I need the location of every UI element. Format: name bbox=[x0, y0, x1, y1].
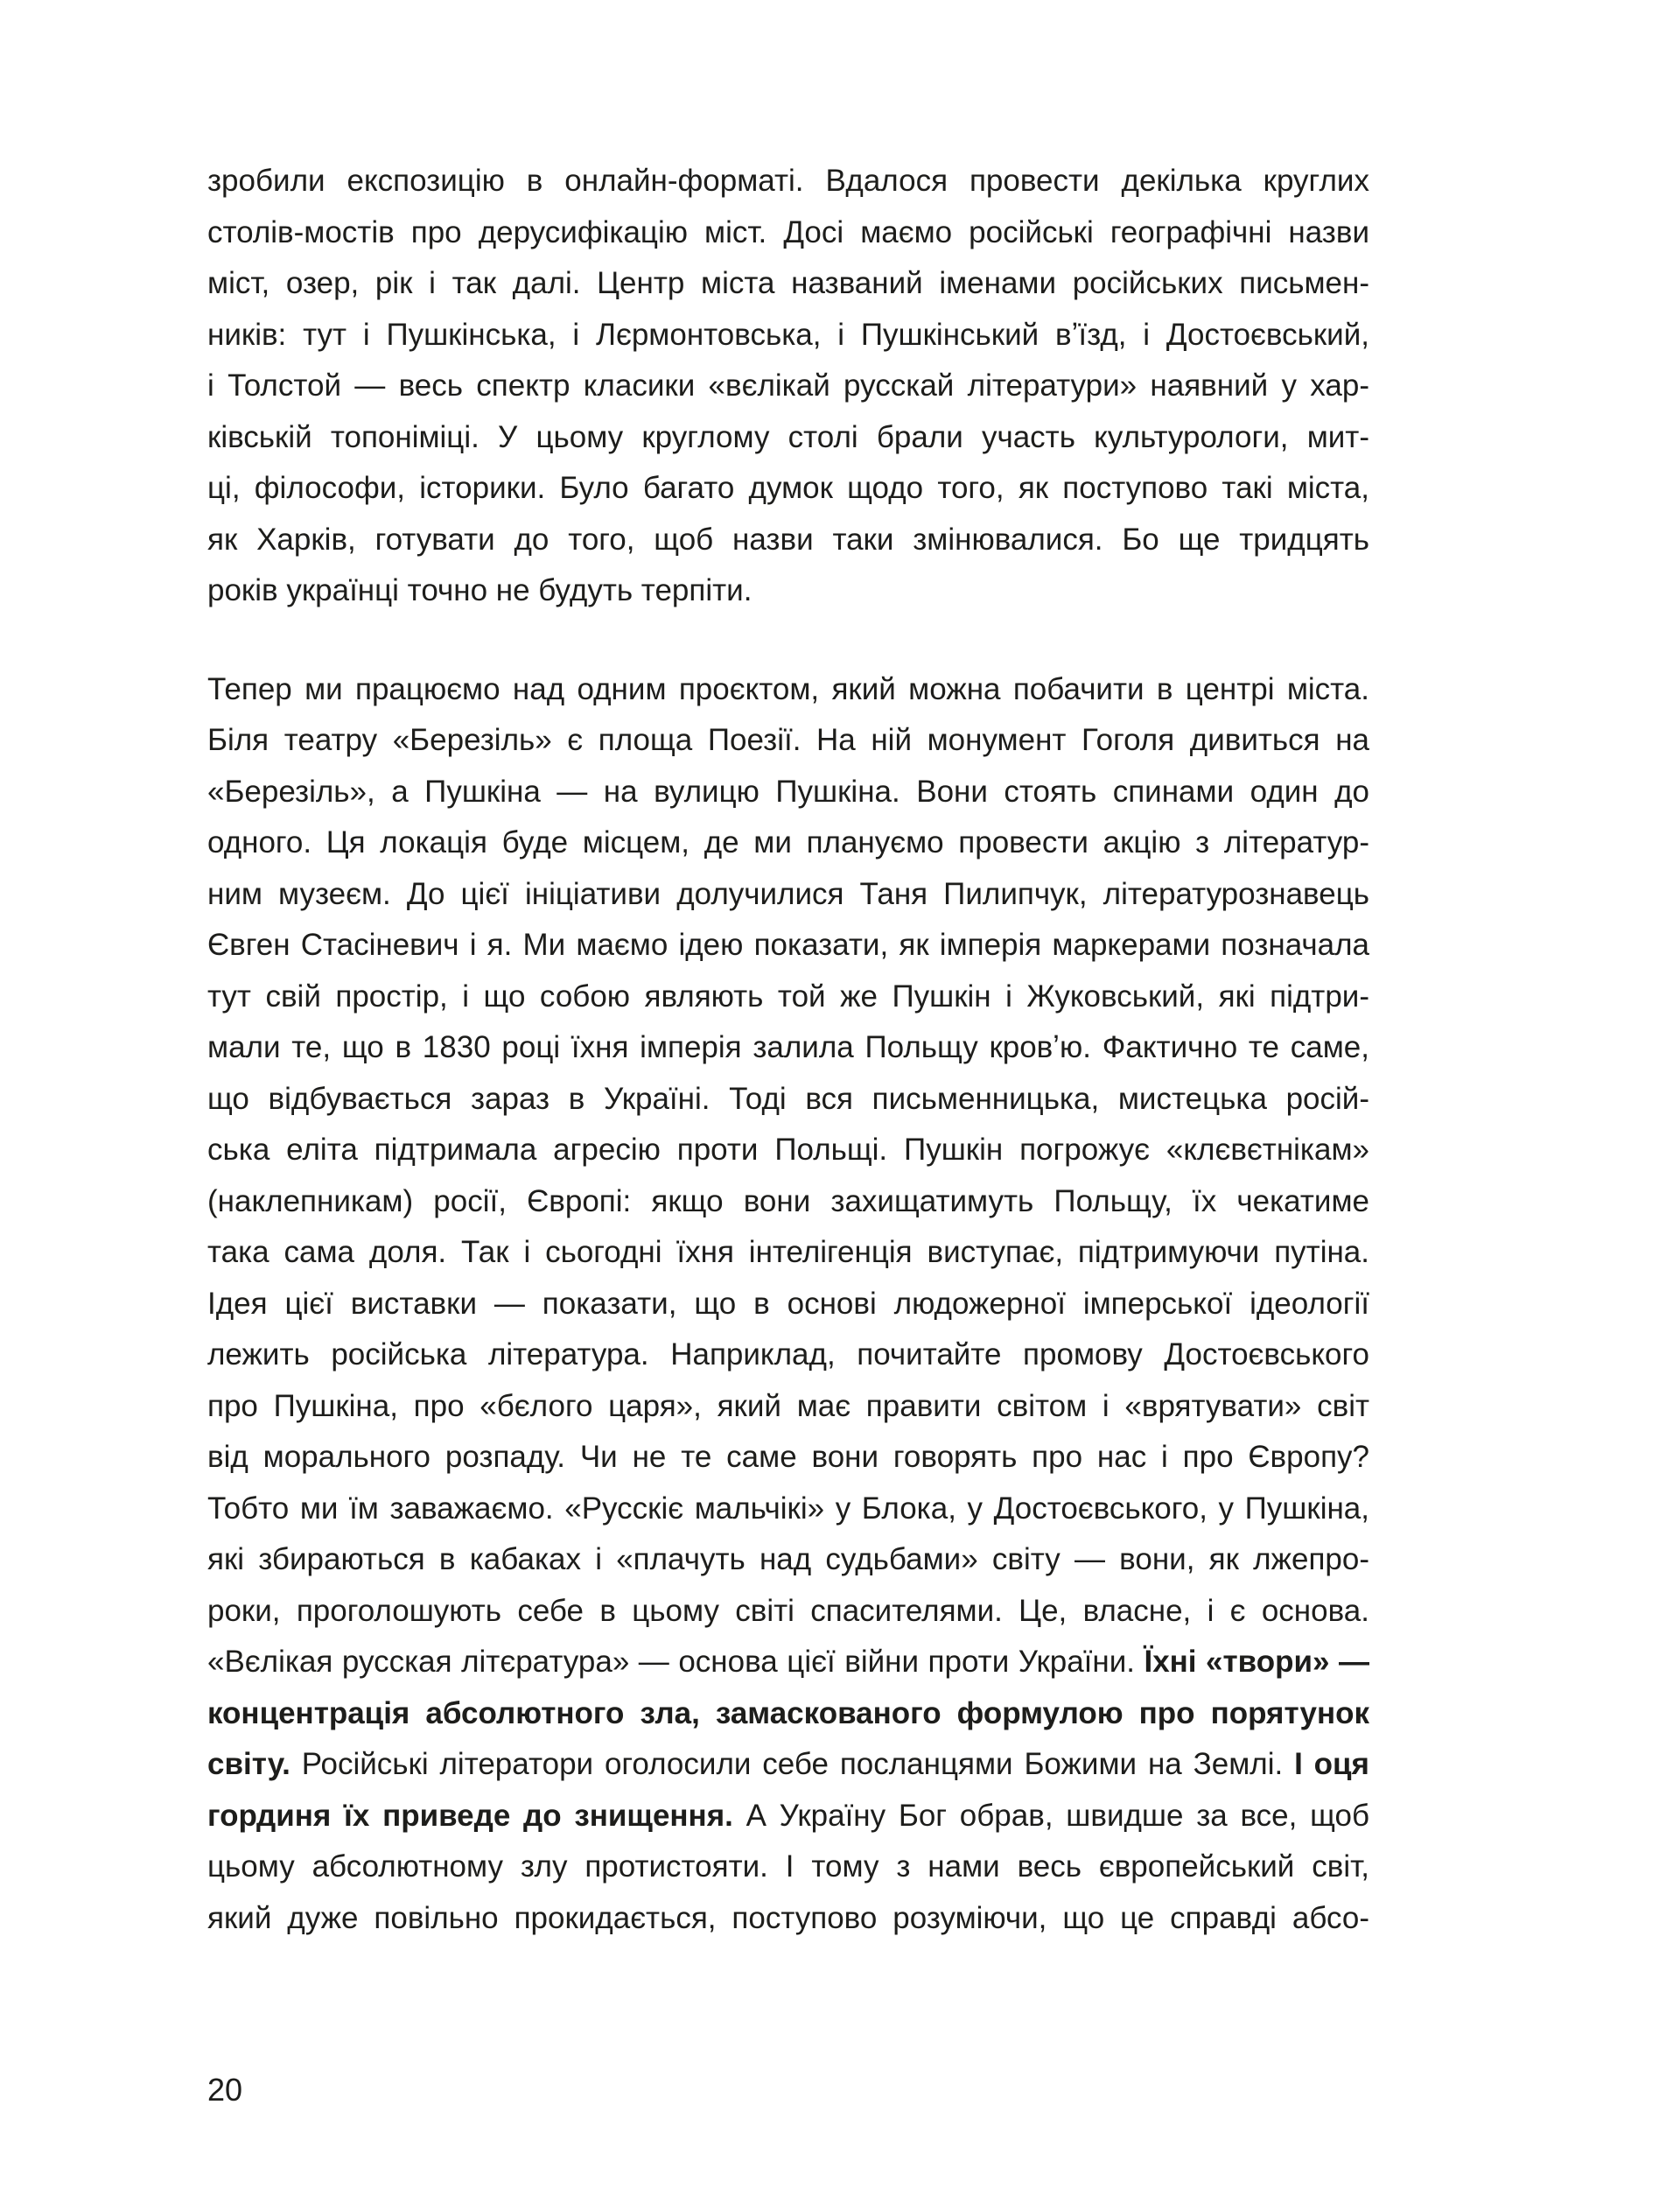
text-run: тут свій простір, і що собою являють той же Пушкін і Жуковський, які підтри- bbox=[207, 979, 1369, 1014]
text-run: така сама доля. Так і сьогодні їхня інтелігенція виступає, підтримуючи путіна. bbox=[207, 1235, 1369, 1269]
bold-text: І оця bbox=[1294, 1747, 1369, 1781]
text-line bbox=[207, 463, 1369, 515]
text-run: які збираються в кабаках і «плачуть над судьбами» світу — вони, як лжепро- bbox=[207, 1542, 1369, 1576]
text-run: Російські літератори оголосили себе посланцями Божими на Землі. bbox=[290, 1747, 1295, 1781]
text-line bbox=[207, 1022, 1369, 1074]
text-line bbox=[207, 361, 1369, 412]
text-run: мали те, що в 1830 році їхня імперія залила Польщу кровʼю. Фактично те саме, bbox=[207, 1030, 1369, 1064]
text-line bbox=[207, 1586, 1369, 1638]
text-line bbox=[207, 869, 1369, 921]
text-line bbox=[207, 207, 1369, 259]
text-run: про Пушкіна, про «бєлого царя», який має правити світом і «врятувати» світ bbox=[207, 1388, 1369, 1423]
text-line bbox=[207, 258, 1369, 310]
text-line bbox=[207, 1484, 1369, 1535]
text-run: цьому абсолютному злу протистояти. І тому з нами весь європейський світ, bbox=[207, 1849, 1369, 1884]
text-run: від морального розпаду. Чи не те саме вони говорять про нас і про Європу? bbox=[207, 1440, 1369, 1474]
text-line bbox=[207, 156, 1369, 207]
text-line bbox=[207, 310, 1369, 361]
paragraph bbox=[207, 664, 1369, 1945]
text-run: Ідея цієї виставки — показати, що в основі людожерної імперської ідеології bbox=[207, 1286, 1369, 1321]
text-run: міст, озер, рік і так далі. Центр міста названий іменами російських письмен- bbox=[207, 266, 1369, 300]
text-line bbox=[207, 1791, 1369, 1842]
text-line bbox=[207, 1279, 1369, 1330]
text-run: ників: тут і Пушкінська, і Лєрмонтовська, і Пушкінський вʼїзд, і Достоєвський, bbox=[207, 317, 1369, 352]
text-run: (наклепникам) росії, Європі: якщо вони захищатимуть Польщу, їх чекатиме bbox=[207, 1183, 1369, 1218]
page-number: 20 bbox=[207, 2072, 243, 2108]
text-line bbox=[207, 515, 1369, 566]
text-run: що відбувається зараз в Україні. Тоді вся письменницька, мистецька росій- bbox=[207, 1081, 1369, 1116]
bold-text: гординя їх приведе до знищення. bbox=[207, 1798, 733, 1833]
text-line bbox=[207, 767, 1369, 818]
text-line bbox=[207, 1125, 1369, 1176]
text-line bbox=[207, 1893, 1369, 1945]
text-run: «Вєлікая русская літєратура» — основа цієї війни проти України. bbox=[207, 1645, 1144, 1679]
text-line bbox=[207, 1432, 1369, 1484]
bold-text: концентрація абсолютного зла, замаскованого формулою про порятунок bbox=[207, 1695, 1369, 1730]
bold-text: світу. bbox=[207, 1747, 290, 1781]
text-run: років українці точно не будуть терпіти. bbox=[207, 573, 752, 607]
text-run: А Україну Бог обрав, швидше за все, щоб bbox=[732, 1798, 1369, 1833]
text-line bbox=[207, 664, 1369, 716]
text-line bbox=[207, 1074, 1369, 1126]
text-line bbox=[207, 1688, 1369, 1740]
text-run: Євген Стасіневич і я. Ми маємо ідею показати, як імперія маркерами позначала bbox=[207, 928, 1369, 962]
text-run: ним музеєм. До цієї ініціативи долучилися Таня Пилипчук, літературознавець bbox=[207, 876, 1369, 911]
text-run: Біля театру «Березіль» є площа Поезії. На ній монумент Гоголя дивиться на bbox=[207, 723, 1369, 757]
text-line bbox=[207, 715, 1369, 767]
text-run: ківській топоніміці. У цьому круглому столі брали участь культурологи, мит- bbox=[207, 419, 1369, 454]
paragraph bbox=[207, 156, 1369, 617]
text-line bbox=[207, 412, 1369, 464]
text-line bbox=[207, 1176, 1369, 1228]
text-line bbox=[207, 1739, 1369, 1791]
body-text bbox=[207, 156, 1369, 1944]
text-run: одного. Ця локація буде місцем, де ми плануємо провести акцію з літератур- bbox=[207, 825, 1369, 859]
text-run: і Толстой — весь спектр класики «вєлікай русскай літератури» наявний у хар- bbox=[207, 368, 1369, 403]
text-run: як Харків, готувати до того, щоб назви таки змінювалися. Бо ще тридцять bbox=[207, 522, 1369, 557]
text-line bbox=[207, 565, 1369, 617]
text-line bbox=[207, 1227, 1369, 1279]
text-run: лежить російська література. Наприклад, почитайте промову Достоєвського bbox=[207, 1337, 1369, 1372]
text-line bbox=[207, 817, 1369, 869]
paragraph-gap bbox=[207, 617, 1369, 664]
bold-text: Їхні «твори» — bbox=[1144, 1645, 1369, 1679]
text-run: ці, філософи, історики. Було багато думок щодо того, як поступово такі міста, bbox=[207, 471, 1369, 505]
text-run: Тепер ми працюємо над одним проєктом, який можна побачити в центрі міста. bbox=[207, 671, 1369, 706]
text-line bbox=[207, 1637, 1369, 1688]
text-run: столів-мостів про дерусифікацію міст. Досі маємо російські географічні назви bbox=[207, 214, 1369, 249]
text-run: «Березіль», а Пушкіна — на вулицю Пушкіна. Вони стоять спинами один до bbox=[207, 774, 1369, 809]
text-run: ська еліта підтримала агресію проти Польщі. Пушкін погрожує «клєвєтнікам» bbox=[207, 1133, 1369, 1167]
text-line bbox=[207, 920, 1369, 972]
text-line bbox=[207, 1842, 1369, 1893]
text-run: зробили експозицію в онлайн-форматі. Вдалося провести декілька круглих bbox=[207, 164, 1369, 198]
text-line bbox=[207, 1381, 1369, 1433]
text-run: Тобто ми їм заважаємо. «Русскіє мальчікі» у Блока, у Достоєвського, у Пушкіна, bbox=[207, 1491, 1369, 1526]
text-run: роки, проголошують себе в цьому світі спасителями. Це, власне, і є основа. bbox=[207, 1593, 1369, 1628]
text-run: який дуже повільно прокидається, поступово розуміючи, що це справді абсо- bbox=[207, 1900, 1369, 1935]
text-line bbox=[207, 1330, 1369, 1381]
text-line bbox=[207, 1534, 1369, 1586]
text-line bbox=[207, 972, 1369, 1023]
